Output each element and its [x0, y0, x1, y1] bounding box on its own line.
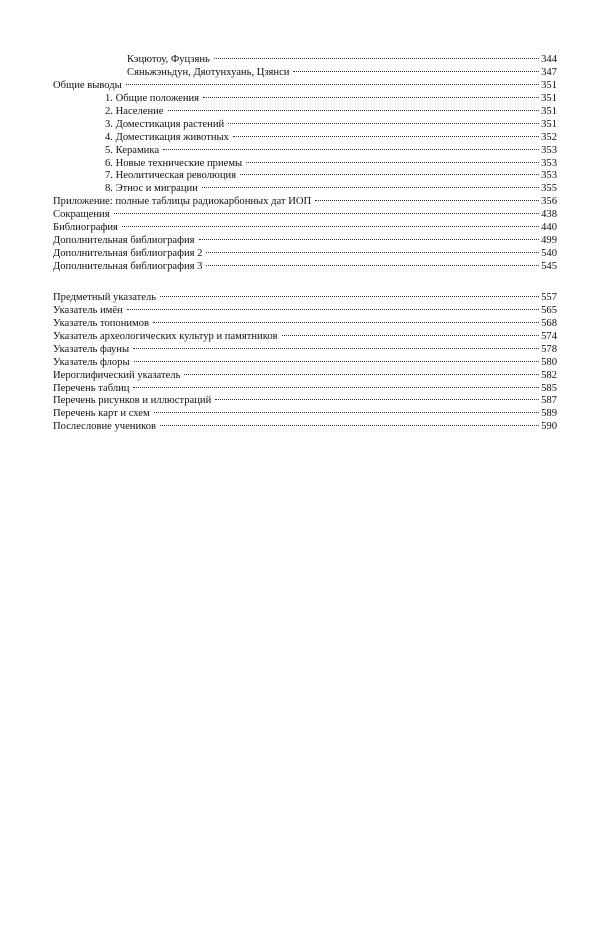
- toc-entry-title: 4. Доместикация животных: [105, 131, 229, 143]
- toc-entry-title: Перечень рисунков и иллюстраций: [53, 395, 212, 407]
- toc-entry-page-number: 356: [541, 196, 557, 208]
- dot-leader: [199, 239, 540, 240]
- toc-entry-page-number: 355: [541, 183, 557, 195]
- toc-entry: [53, 158, 557, 171]
- dot-leader: [153, 322, 539, 323]
- table-of-contents: [53, 54, 557, 434]
- dot-leader: [133, 348, 539, 349]
- dot-leader: [228, 123, 539, 124]
- toc-entry: [53, 93, 557, 106]
- toc-entry: [53, 80, 557, 93]
- toc-entry-title: Дополнительная библиография: [53, 235, 195, 247]
- toc-entry: [53, 209, 557, 222]
- dot-leader: [206, 252, 539, 253]
- toc-entry-title: 8. Этнос и миграции: [105, 183, 198, 195]
- toc-entry-page-number: 438: [541, 209, 557, 221]
- toc-entry: [53, 305, 557, 318]
- dot-leader: [282, 335, 539, 336]
- toc-entry-page-number: 353: [541, 170, 557, 182]
- toc-entry: [53, 248, 557, 261]
- toc-entry-title: Послесловие учеников: [53, 421, 157, 433]
- toc-entry-page-number: 568: [541, 317, 557, 329]
- toc-entry: [53, 421, 557, 434]
- toc-entry: [53, 357, 557, 370]
- toc-entry-page-number: 352: [541, 131, 557, 143]
- toc-entry-page-number: 499: [541, 235, 557, 247]
- toc-entry-title: 1. Общие положения: [105, 92, 200, 104]
- toc-entry: [53, 408, 557, 421]
- toc-entry-page-number: 353: [541, 144, 557, 156]
- toc-entry-title: Перечень таблиц: [53, 382, 130, 394]
- toc-entry: [53, 54, 557, 67]
- dot-leader: [203, 97, 539, 98]
- toc-entry-page-number: 565: [541, 304, 557, 316]
- section-gap: [53, 274, 557, 292]
- toc-entry-title: 6. Новые технические приемы: [105, 157, 243, 169]
- toc-entry-title: Дополнительная библиография 3: [53, 261, 203, 272]
- toc-entry: [53, 183, 557, 196]
- dot-leader: [126, 84, 539, 85]
- dot-leader: [127, 309, 539, 310]
- toc-entry: [53, 292, 557, 305]
- toc-entry-page-number: 580: [541, 356, 557, 368]
- toc-entry-page-number: 587: [541, 395, 557, 407]
- dot-leader: [134, 361, 540, 362]
- toc-entry-page-number: 578: [541, 343, 557, 355]
- toc-entry: [53, 331, 557, 344]
- toc-entry-page-number: 353: [541, 157, 557, 169]
- dot-leader: [202, 187, 539, 188]
- toc-entry-title: Перечень карт и схем: [53, 408, 150, 420]
- dot-leader: [240, 174, 539, 175]
- toc-section-main: [53, 54, 557, 274]
- toc-entry-page-number: 589: [541, 408, 557, 420]
- toc-entry-page-number: 545: [541, 261, 557, 272]
- toc-entry-page-number: 585: [541, 382, 557, 394]
- toc-entry-page-number: 540: [541, 248, 557, 260]
- toc-entry: [53, 344, 557, 357]
- toc-entry-title: Указатель топонимов: [53, 317, 150, 329]
- dot-leader: [214, 58, 539, 59]
- toc-entry-title: 2. Население: [105, 105, 164, 117]
- dot-leader: [133, 387, 539, 388]
- toc-entry: [53, 395, 557, 408]
- toc-entry-page-number: 557: [541, 291, 557, 303]
- dot-leader: [315, 200, 539, 201]
- toc-entry: [53, 106, 557, 119]
- toc-entry: [53, 222, 557, 235]
- toc-entry: [53, 383, 557, 396]
- dot-leader: [293, 71, 539, 72]
- toc-entry: [53, 196, 557, 209]
- toc-entry-page-number: 344: [541, 54, 557, 65]
- toc-entry-title: Указатель имён: [53, 304, 123, 316]
- toc-entry: [53, 119, 557, 132]
- dot-leader: [160, 296, 539, 297]
- toc-entry-page-number: 574: [541, 330, 557, 342]
- toc-entry-page-number: 351: [541, 118, 557, 130]
- toc-entry-page-number: 351: [541, 92, 557, 104]
- toc-entry-title: Приложение: полные таблицы радиокарбонных дат ИОП: [53, 196, 312, 208]
- toc-entry-page-number: 582: [541, 369, 557, 381]
- dot-leader: [114, 213, 540, 214]
- toc-entry: [53, 145, 557, 158]
- toc-entry-title: Библиография: [53, 222, 118, 234]
- dot-leader: [122, 226, 539, 227]
- dot-leader: [206, 265, 539, 266]
- dot-leader: [160, 425, 539, 426]
- toc-entry-title: 3. Доместикация растений: [105, 118, 225, 130]
- toc-entry-title: Указатель флоры: [53, 356, 130, 368]
- toc-entry: [53, 235, 557, 248]
- dot-leader: [246, 162, 539, 163]
- toc-entry-page-number: 590: [541, 421, 557, 433]
- toc-entry-title: Сокращения: [53, 209, 110, 221]
- toc-entry-title: Указатель археологических культур и памятников: [53, 330, 278, 342]
- toc-entry: [53, 170, 557, 183]
- dot-leader: [184, 374, 539, 375]
- toc-entry-page-number: 347: [541, 66, 557, 78]
- toc-entry-title: Дополнительная библиография 2: [53, 248, 203, 260]
- toc-entry: [53, 132, 557, 145]
- toc-entry-title: Указатель фауны: [53, 343, 130, 355]
- toc-entry-page-number: 351: [541, 105, 557, 117]
- dot-leader: [154, 412, 539, 413]
- toc-entry: [53, 370, 557, 383]
- dot-leader: [233, 136, 539, 137]
- toc-entry-title: Сяньжэньдун, Дяотунхуань, Цзянси: [127, 66, 290, 78]
- toc-entry-title: Иероглифический указатель: [53, 369, 181, 381]
- toc-entry-page-number: 440: [541, 222, 557, 234]
- toc-entry-title: 7. Неолитическая революция: [105, 170, 237, 182]
- dot-leader: [168, 110, 540, 111]
- toc-entry: [53, 261, 557, 274]
- toc-section-indexes: [53, 292, 557, 434]
- toc-entry: [53, 318, 557, 331]
- toc-entry-title: Общие выводы: [53, 79, 122, 91]
- toc-entry-title: Кэцютоу, Фуцзянь: [127, 54, 210, 65]
- toc-entry-title: 5. Керамика: [105, 144, 160, 156]
- toc-entry: [53, 67, 557, 80]
- toc-entry-title: Предметный указатель: [53, 291, 157, 303]
- dot-leader: [163, 149, 539, 150]
- toc-entry-page-number: 351: [541, 79, 557, 91]
- dot-leader: [215, 399, 539, 400]
